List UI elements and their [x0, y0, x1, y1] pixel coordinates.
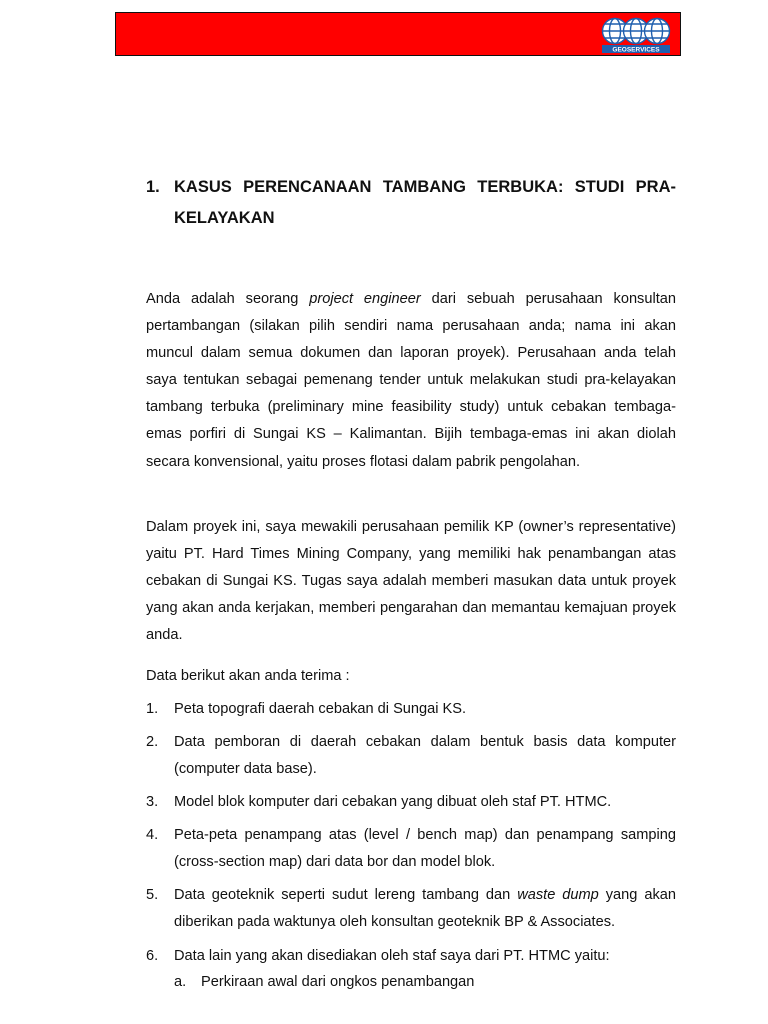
list-item: [146, 729, 676, 782]
list-item-text: Data pemboran di daerah cebakan dalam bentuk basis data komputer (computer data base).: [174, 734, 676, 777]
sublist-item-text: Perkiraan awal dari ongkos penambangan: [201, 974, 475, 990]
list-item-text: Peta topografi daerah cebakan di Sungai KS.: [174, 701, 467, 717]
section-title: KASUS PERENCANAAN TAMBANG TERBUKA: STUDI PRA-KELAYAKAN: [174, 178, 676, 227]
list-item-text: Model blok komputer dari cebakan yang dibuat oleh staf PT. HTMC.: [174, 794, 612, 810]
section-heading: [146, 172, 676, 234]
list-item-text-rest: yang akan diberikan pada waktunya oleh konsultan geoteknik BP & Associates.: [174, 887, 676, 930]
paragraph-owner: [146, 514, 676, 649]
list-item-number: 2.: [146, 734, 159, 750]
list-item-number: 6.: [146, 948, 159, 964]
intro-text-start: Anda adalah seorang: [146, 291, 310, 307]
list-item-number: 4.: [146, 827, 159, 843]
list-item-text: Data lain yang akan disediakan oleh staf saya dari PT. HTMC yaitu:: [174, 948, 610, 964]
section-number: 1.: [146, 178, 160, 196]
data-intro-text: Data berikut akan anda terima :: [146, 668, 350, 684]
list-item-text: Peta-peta penampang atas (level / bench map) dan penampang samping (cross-section map) dari data bor dan model blok.: [174, 827, 676, 870]
list-item: [146, 943, 676, 970]
list-item-italic-term: waste dump: [517, 887, 599, 903]
list-item-number: 5.: [146, 887, 159, 903]
list-item-number: 1.: [146, 701, 159, 717]
list-item: [146, 789, 676, 816]
sublist-item: [174, 969, 674, 996]
globe-logo-icon: [600, 16, 672, 54]
list-item-number: 3.: [146, 794, 159, 810]
list-item-text-start: Data geoteknik seperti sudut lereng tambang dan: [174, 887, 518, 903]
intro-italic-term: project engineer: [309, 291, 421, 307]
intro-text-rest: dari sebuah perusahaan konsultan pertambangan (silakan pilih sendiri nama perusahaan anda; nama ini akan muncul dalam semua dokumen dan laporan proyek). Perusahaan anda telah saya tentukan sebagai pemenang tender untuk melakukan studi pra-kelayakan tambang terbuka (preliminary mine feasibility study) untuk cebakan tembaga-emas porfiri di Sungai KS – Kalimantan. Bijih tembaga-emas ini akan diolah secara konvensional, yaitu proses flotasi dalam pabrik pengolahan.: [146, 291, 676, 470]
sublist-item-letter: a.: [174, 974, 187, 990]
header-bar: [115, 12, 681, 56]
paragraph-data-intro: [146, 663, 676, 690]
owner-text: Dalam proyek ini, saya mewakili perusahaan pemilik KP (owner’s representative) yaitu PT. Hard Times Mining Company, yang memiliki hak penambangan atas cebakan di Sungai KS. Tugas saya adalah memberi masukan data untuk proyek yang akan anda kerjakan, memberi pengarahan dan memantau kemajuan proyek anda.: [146, 519, 676, 644]
list-item: [146, 882, 676, 935]
list-item-text: [174, 882, 676, 935]
logo-text: GEOSERVICES: [612, 46, 660, 54]
list-item: [146, 822, 676, 875]
paragraph-intro: [146, 286, 676, 476]
list-item: [146, 696, 676, 723]
